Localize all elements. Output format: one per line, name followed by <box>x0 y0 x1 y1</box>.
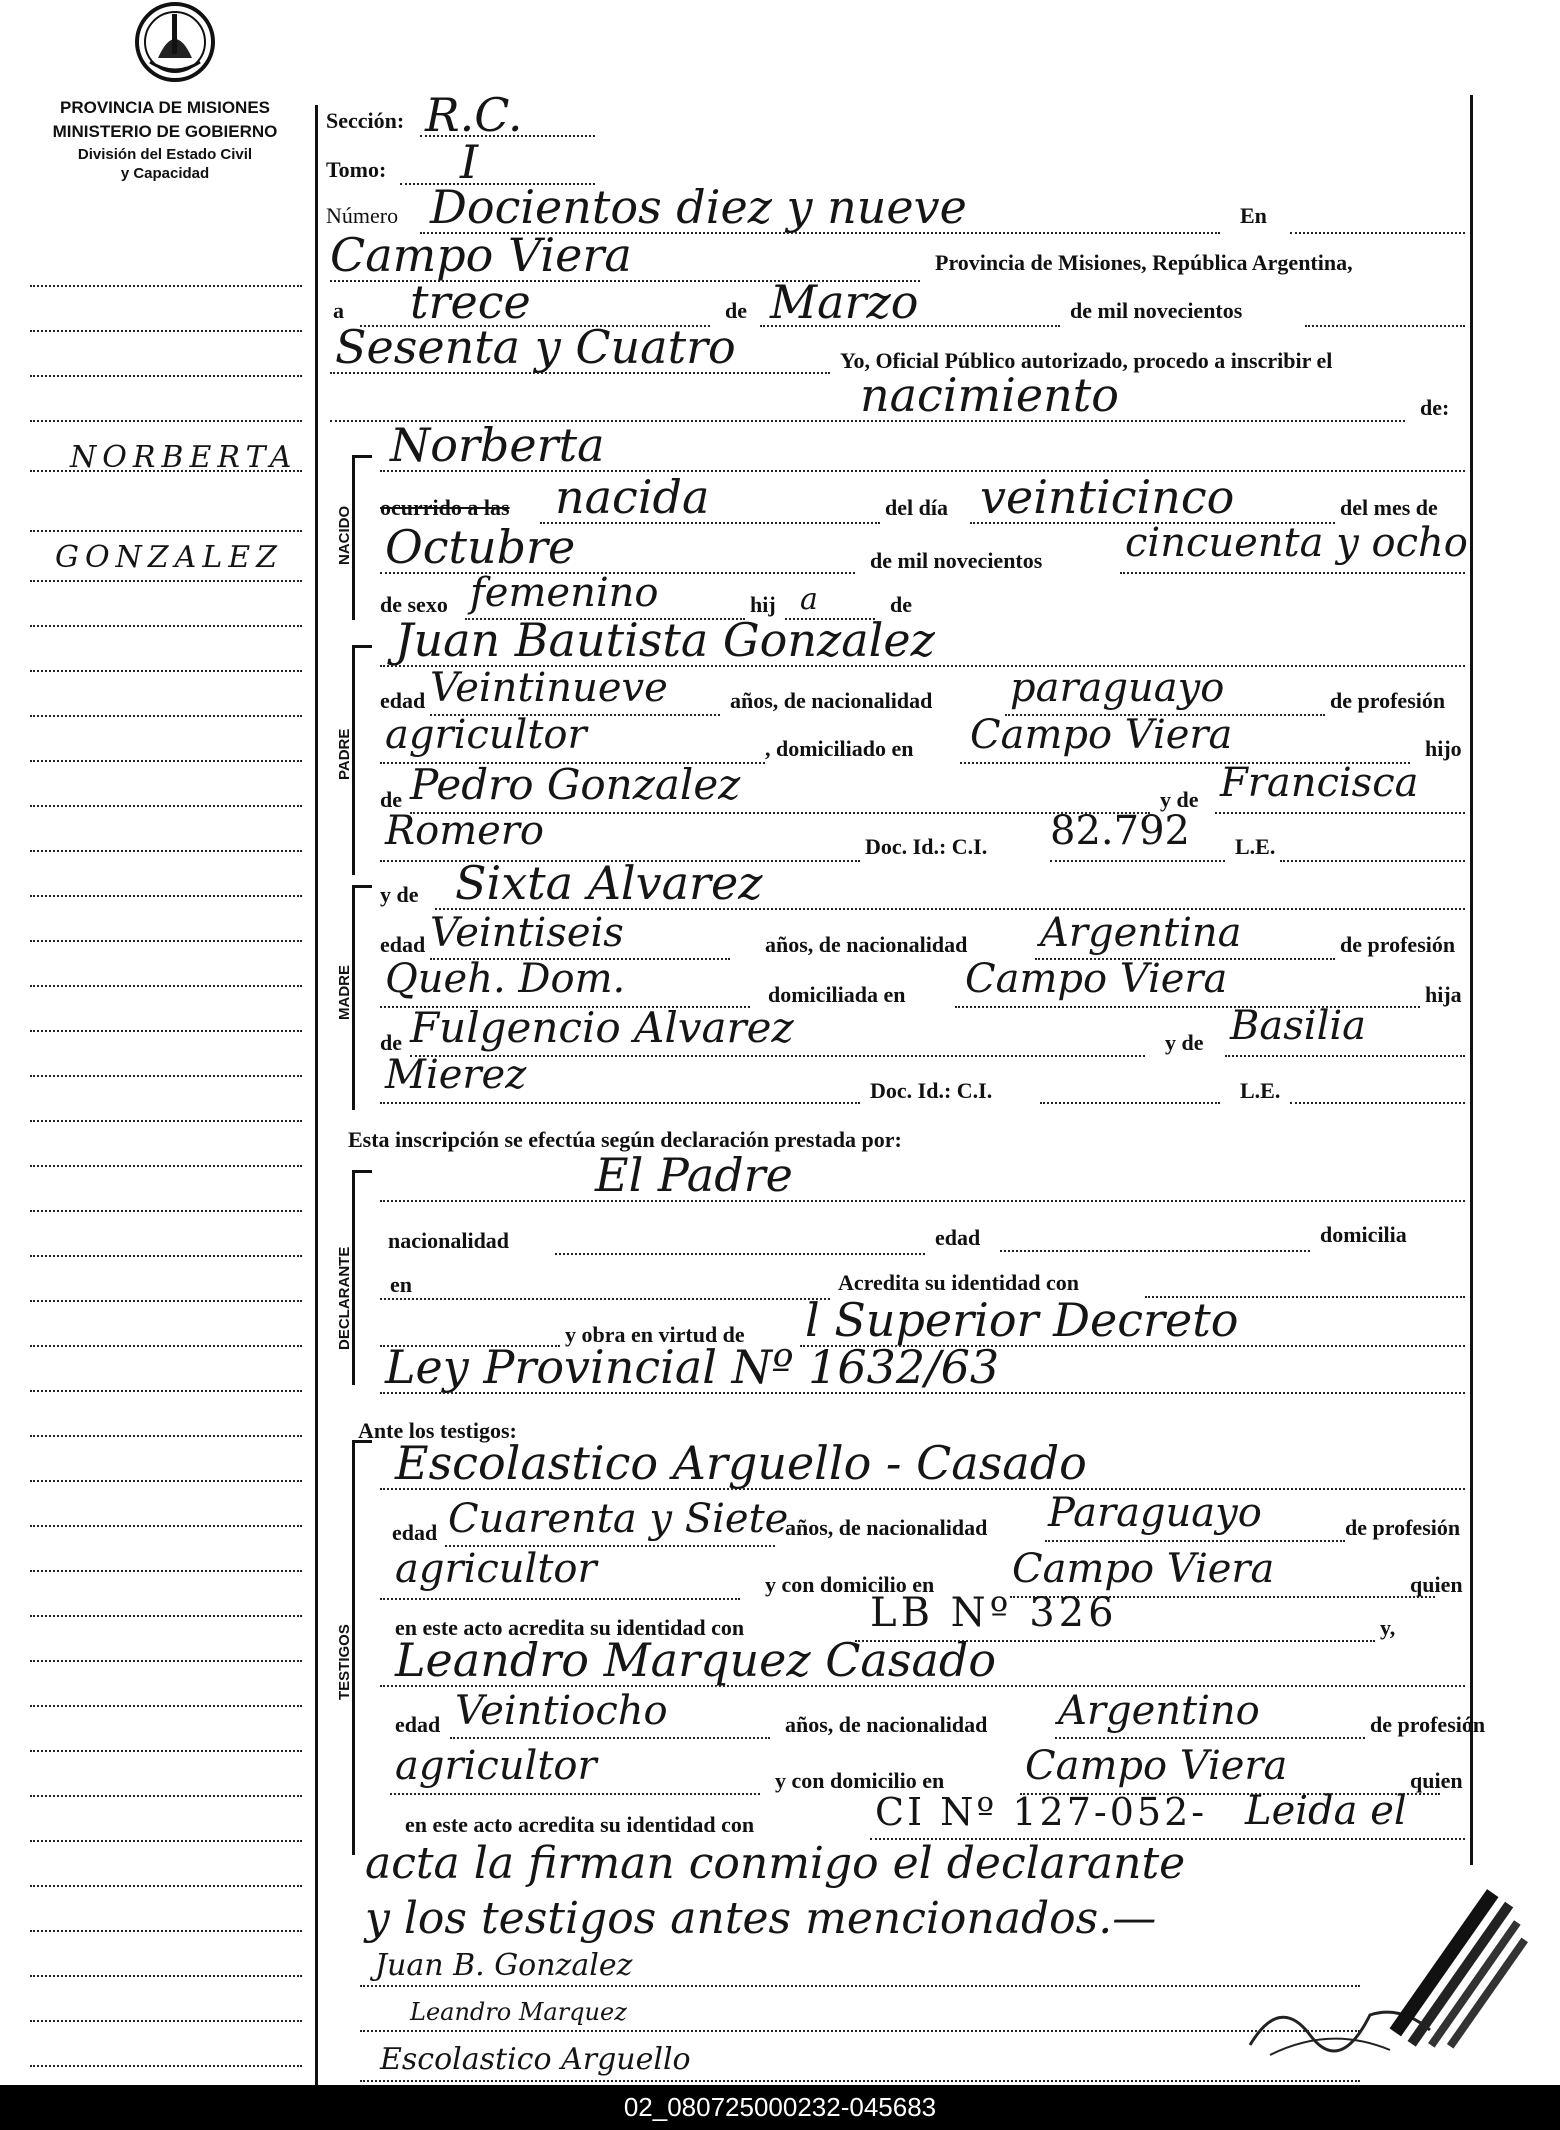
label-de: de <box>725 298 747 323</box>
value-t2-nac: Argentino <box>1058 1688 1260 1734</box>
signature-declarante: Juan B. Gonzalez <box>375 1948 633 1983</box>
header-province: PROVINCIA DE MISIONES <box>59 98 270 117</box>
margin-name-first: NORBERTA <box>70 440 298 475</box>
value-t2-prof: agricultor <box>395 1743 597 1789</box>
value-padre-edad: Veintinueve <box>430 665 668 711</box>
value-t1-edad: Cuarenta y Siete <box>448 1496 789 1542</box>
label-acredita: Acredita su identidad con <box>838 1270 1080 1295</box>
value-t2-dom: Campo Viera <box>1025 1743 1288 1789</box>
value-acto: nacimiento <box>860 368 1119 422</box>
label-y-de-abuela-m: y de <box>1165 1030 1204 1055</box>
value-leida3: y los testigos antes mencionados.— <box>365 1893 1157 1944</box>
label-ante: Ante los testigos: <box>358 1418 517 1443</box>
label-de-abuelo-p: de <box>380 787 402 812</box>
label-prof-t2: de profesión <box>1370 1712 1486 1737</box>
label-en-declarante: en <box>390 1272 412 1297</box>
label-domiciliada: domiciliada en <box>768 982 906 1007</box>
value-abuela-m2: Mierez <box>385 1052 527 1098</box>
value-dia-nac: veinticinco <box>980 470 1235 524</box>
label-dom-t1: y con domicilio en <box>765 1572 935 1597</box>
label-de-abuelo-m: de <box>380 1030 402 1055</box>
value-madre: Sixta Alvarez <box>455 856 763 910</box>
label-oficial: Yo, Oficial Público autorizado, procedo a inscribir el <box>840 348 1333 373</box>
value-t1-prof: agricultor <box>395 1546 597 1592</box>
label-en-este-t1: en este acto acredita su identidad con <box>395 1615 745 1640</box>
value-virtud2: Ley Provincial Nº 1632/63 <box>385 1340 1000 1394</box>
value-abuelo-m: Fulgencio Alvarez <box>410 1003 794 1052</box>
label-dom-t2: y con domicilio en <box>775 1768 945 1793</box>
value-abuela-p1: Francisca <box>1220 760 1419 806</box>
provincial-seal-icon <box>130 0 220 90</box>
label-nac-t2: años, de nacionalidad <box>785 1712 988 1737</box>
label-edad-padre: edad <box>380 688 426 713</box>
signature-testigo1: Escolastico Arguello <box>380 2042 691 2077</box>
value-padre-dom: Campo Viera <box>970 712 1233 758</box>
value-seccion: R.C. <box>425 88 523 142</box>
label-provincia: Provincia de Misiones, República Argentina, <box>935 250 1353 275</box>
label-edad-t1: edad <box>392 1520 438 1545</box>
label-y-de-madre: y de <box>380 882 419 907</box>
value-leida2: acta la firman conmigo el declarante <box>365 1838 1186 1889</box>
issuer-header <box>20 98 310 182</box>
official-stamp <box>1360 1880 1560 2080</box>
value-padre-nac: paraguayo <box>1010 665 1225 711</box>
value-hij-suffix: a <box>800 582 818 617</box>
side-label-padre: PADRE <box>336 728 353 780</box>
document-id-footer: 02_080725000232-045683 <box>0 2085 1560 2130</box>
value-sexo: femenino <box>470 570 659 616</box>
value-declarante: El Padre <box>595 1148 793 1202</box>
label-en: En <box>1240 203 1267 228</box>
label-nac-madre: años, de nacionalidad <box>765 932 968 957</box>
value-t1-doc: LB Nº 326 <box>870 1590 1118 1636</box>
value-leida1: Leida el <box>1245 1788 1407 1834</box>
value-abuelo-p: Pedro Gonzalez <box>410 760 741 809</box>
signature-testigo2: Leandro Marquez <box>410 1998 627 2026</box>
label-prof-t1: de profesión <box>1345 1515 1461 1540</box>
label-en-este-t2: en este acto acredita su identidad con <box>405 1812 755 1837</box>
label-sexo: de sexo <box>380 592 448 617</box>
label-obra: y obra en virtud de <box>565 1322 745 1347</box>
label-de-mil-nov: de mil novecientos <box>870 548 1043 573</box>
side-label-declarante: DECLARANTE <box>336 1246 353 1350</box>
main-frame-right <box>1470 95 1473 1865</box>
value-testigo1: Escolastico Arguello - Casado <box>395 1436 1087 1490</box>
value-t1-nac: Paraguayo <box>1048 1490 1262 1536</box>
label-prof-madre: de profesión <box>1340 932 1456 957</box>
label-y-de-abuela-p: y de <box>1160 787 1199 812</box>
label-quien-t2: quien <box>1410 1768 1463 1793</box>
value-madre-prof: Queh. Dom. <box>385 956 626 1002</box>
label-de2: de <box>890 592 912 617</box>
value-anio-acta: Sesenta y Cuatro <box>335 320 736 374</box>
value-t2-doc: CI Nº 127-052- <box>875 1790 1208 1834</box>
label-doc-id2: Doc. Id.: C.I. <box>870 1078 993 1103</box>
value-virtud1: l Superior Decreto <box>805 1293 1239 1347</box>
label-le: L.E. <box>1235 834 1276 859</box>
label-del-mes: del mes de <box>1340 495 1438 520</box>
side-label-madre: MADRE <box>336 965 353 1020</box>
label-nac-padre: años, de nacionalidad <box>730 688 933 713</box>
label-a: a <box>333 298 344 323</box>
value-lugar: Campo Viera <box>330 228 632 282</box>
value-madre-dom: Campo Viera <box>965 956 1228 1002</box>
label-le2: L.E. <box>1240 1078 1281 1103</box>
header-ministry: MINISTERIO DE GOBIERNO <box>52 122 278 141</box>
value-madre-nac: Argentina <box>1040 910 1242 956</box>
label-edad-declarante: edad <box>935 1225 981 1250</box>
label-quien-t1: quien <box>1410 1572 1463 1597</box>
value-padre: Juan Bautista Gonzalez <box>395 613 935 667</box>
value-anio-nac: cincuenta y ocho <box>1125 520 1468 566</box>
label-del-dia: del día <box>885 495 948 520</box>
value-dia-acta: trece <box>410 275 531 329</box>
value-numero: Docientos diez y nueve <box>430 180 967 234</box>
label-hijo: hijo <box>1425 736 1462 761</box>
main-frame-left <box>315 105 318 2085</box>
value-hora: nacida <box>555 470 710 524</box>
side-label-testigos: TESTIGOS <box>336 1624 353 1700</box>
value-testigo2: Leandro Marquez Casado <box>395 1633 997 1687</box>
label-y-comma: y, <box>1380 1615 1396 1640</box>
value-abuela-p2: Romero <box>385 808 545 854</box>
label-mil-novecientos: de mil novecientos <box>1070 298 1243 323</box>
label-tomo: Tomo: <box>326 157 387 182</box>
label-seccion: Sección: <box>326 108 405 133</box>
value-t2-edad: Veintiocho <box>455 1688 668 1734</box>
label-hij: hij <box>750 592 776 617</box>
value-nombre: Norberta <box>390 418 605 472</box>
side-label-nacido: NACIDO <box>336 505 353 565</box>
margin-name-last: GONZALEZ <box>55 540 283 575</box>
label-esta-inscripcion: Esta inscripción se efectúa según declaración prestada por: <box>348 1127 902 1152</box>
label-ocurrido: ocurrido a las <box>380 495 510 520</box>
header-capacity: y Capacidad <box>120 165 210 182</box>
label-prof-padre: de profesión <box>1330 688 1446 713</box>
header-division: División del Estado Civil <box>77 146 253 163</box>
value-padre-prof: agricultor <box>385 712 587 758</box>
value-mes-nac: Octubre <box>385 520 576 574</box>
value-t1-dom: Campo Viera <box>1012 1546 1275 1592</box>
label-hija: hija <box>1425 982 1462 1007</box>
label-nac-t1: años, de nacionalidad <box>785 1515 988 1540</box>
label-edad-t2: edad <box>395 1712 441 1737</box>
value-madre-edad: Veintiseis <box>430 910 624 956</box>
value-tomo: I <box>460 135 479 189</box>
label-domicilia: domicilia <box>1320 1222 1407 1247</box>
label-doc-id: Doc. Id.: C.I. <box>865 834 988 859</box>
value-padre-ci: 82.792 <box>1050 808 1190 854</box>
label-edad-madre: edad <box>380 932 426 957</box>
label-domiciliado: , domiciliado en <box>765 736 914 761</box>
label-de-colon: de: <box>1420 395 1450 420</box>
value-abuela-m1: Basilia <box>1230 1003 1366 1049</box>
label-numero: Número <box>326 203 399 228</box>
value-mes-acta: Marzo <box>770 275 919 329</box>
label-nacionalidad: nacionalidad <box>388 1228 510 1253</box>
